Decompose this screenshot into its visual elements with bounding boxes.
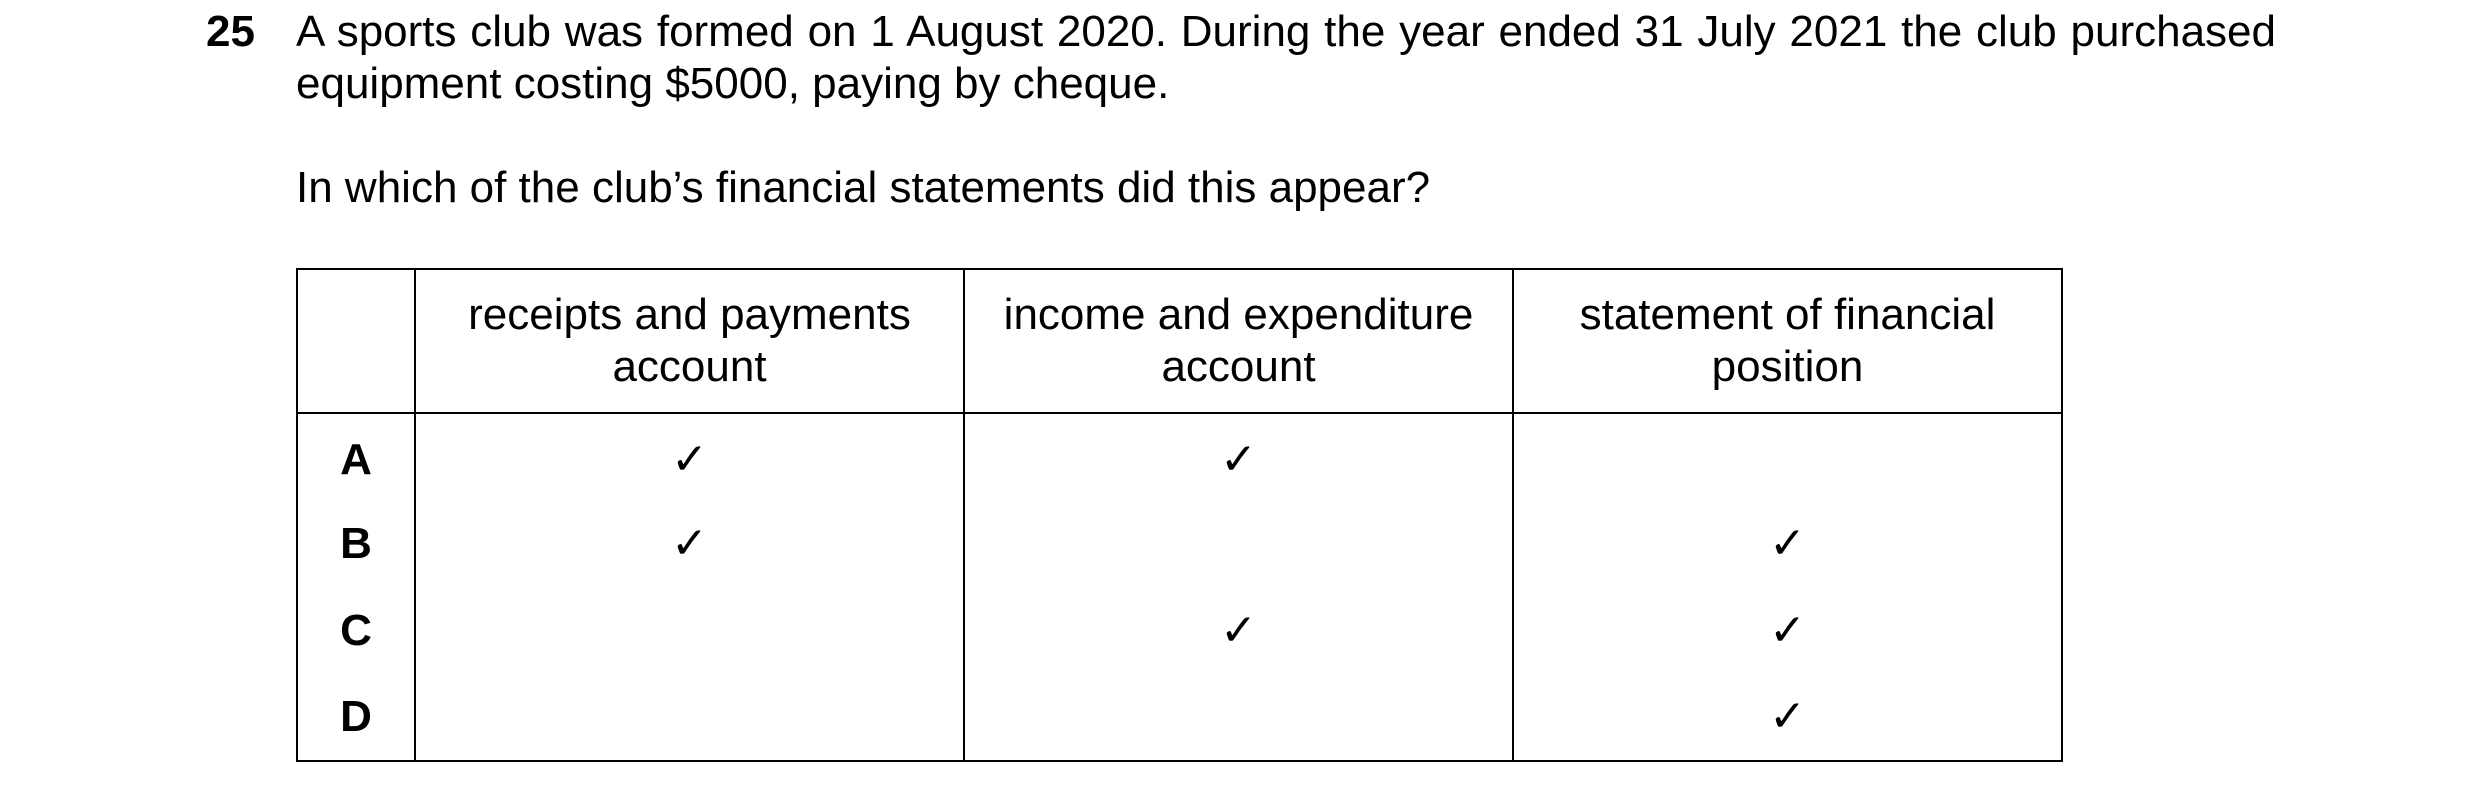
tick-mark: ✓ [964, 413, 1513, 500]
question-stem: A sports club was formed on 1 August 2020. During the year ended 31 July 2021 the club purchased equipment costing $5000, paying by cheque. [296, 7, 2276, 108]
option-row-a [297, 413, 2062, 500]
tick-mark [1513, 413, 2062, 500]
question-number: 25 [206, 7, 255, 56]
tick-mark: ✓ [415, 500, 964, 587]
option-row-c [297, 587, 2062, 674]
header-blank [297, 269, 415, 413]
option-row-d [297, 674, 2062, 761]
options-table [296, 268, 2063, 762]
option-letter-b: B [297, 500, 415, 587]
question-prompt: In which of the club’s financial statements did this appear? [296, 163, 1431, 212]
tick-mark [964, 674, 1513, 761]
table-header-row [297, 269, 2062, 413]
tick-mark: ✓ [1513, 500, 2062, 587]
header-income-and-expenditure: income and expenditure account [964, 269, 1513, 413]
option-letter-a: A [297, 413, 415, 500]
tick-mark [964, 500, 1513, 587]
tick-mark: ✓ [964, 587, 1513, 674]
tick-mark: ✓ [415, 413, 964, 500]
tick-mark: ✓ [1513, 587, 2062, 674]
option-row-b [297, 500, 2062, 587]
header-receipts-and-payments: receipts and payments account [415, 269, 964, 413]
tick-mark: ✓ [1513, 674, 2062, 761]
tick-mark [415, 587, 964, 674]
header-statement-of-financial-position: statement of financial position [1513, 269, 2062, 413]
tick-mark [415, 674, 964, 761]
option-letter-d: D [297, 674, 415, 761]
option-letter-c: C [297, 587, 415, 674]
